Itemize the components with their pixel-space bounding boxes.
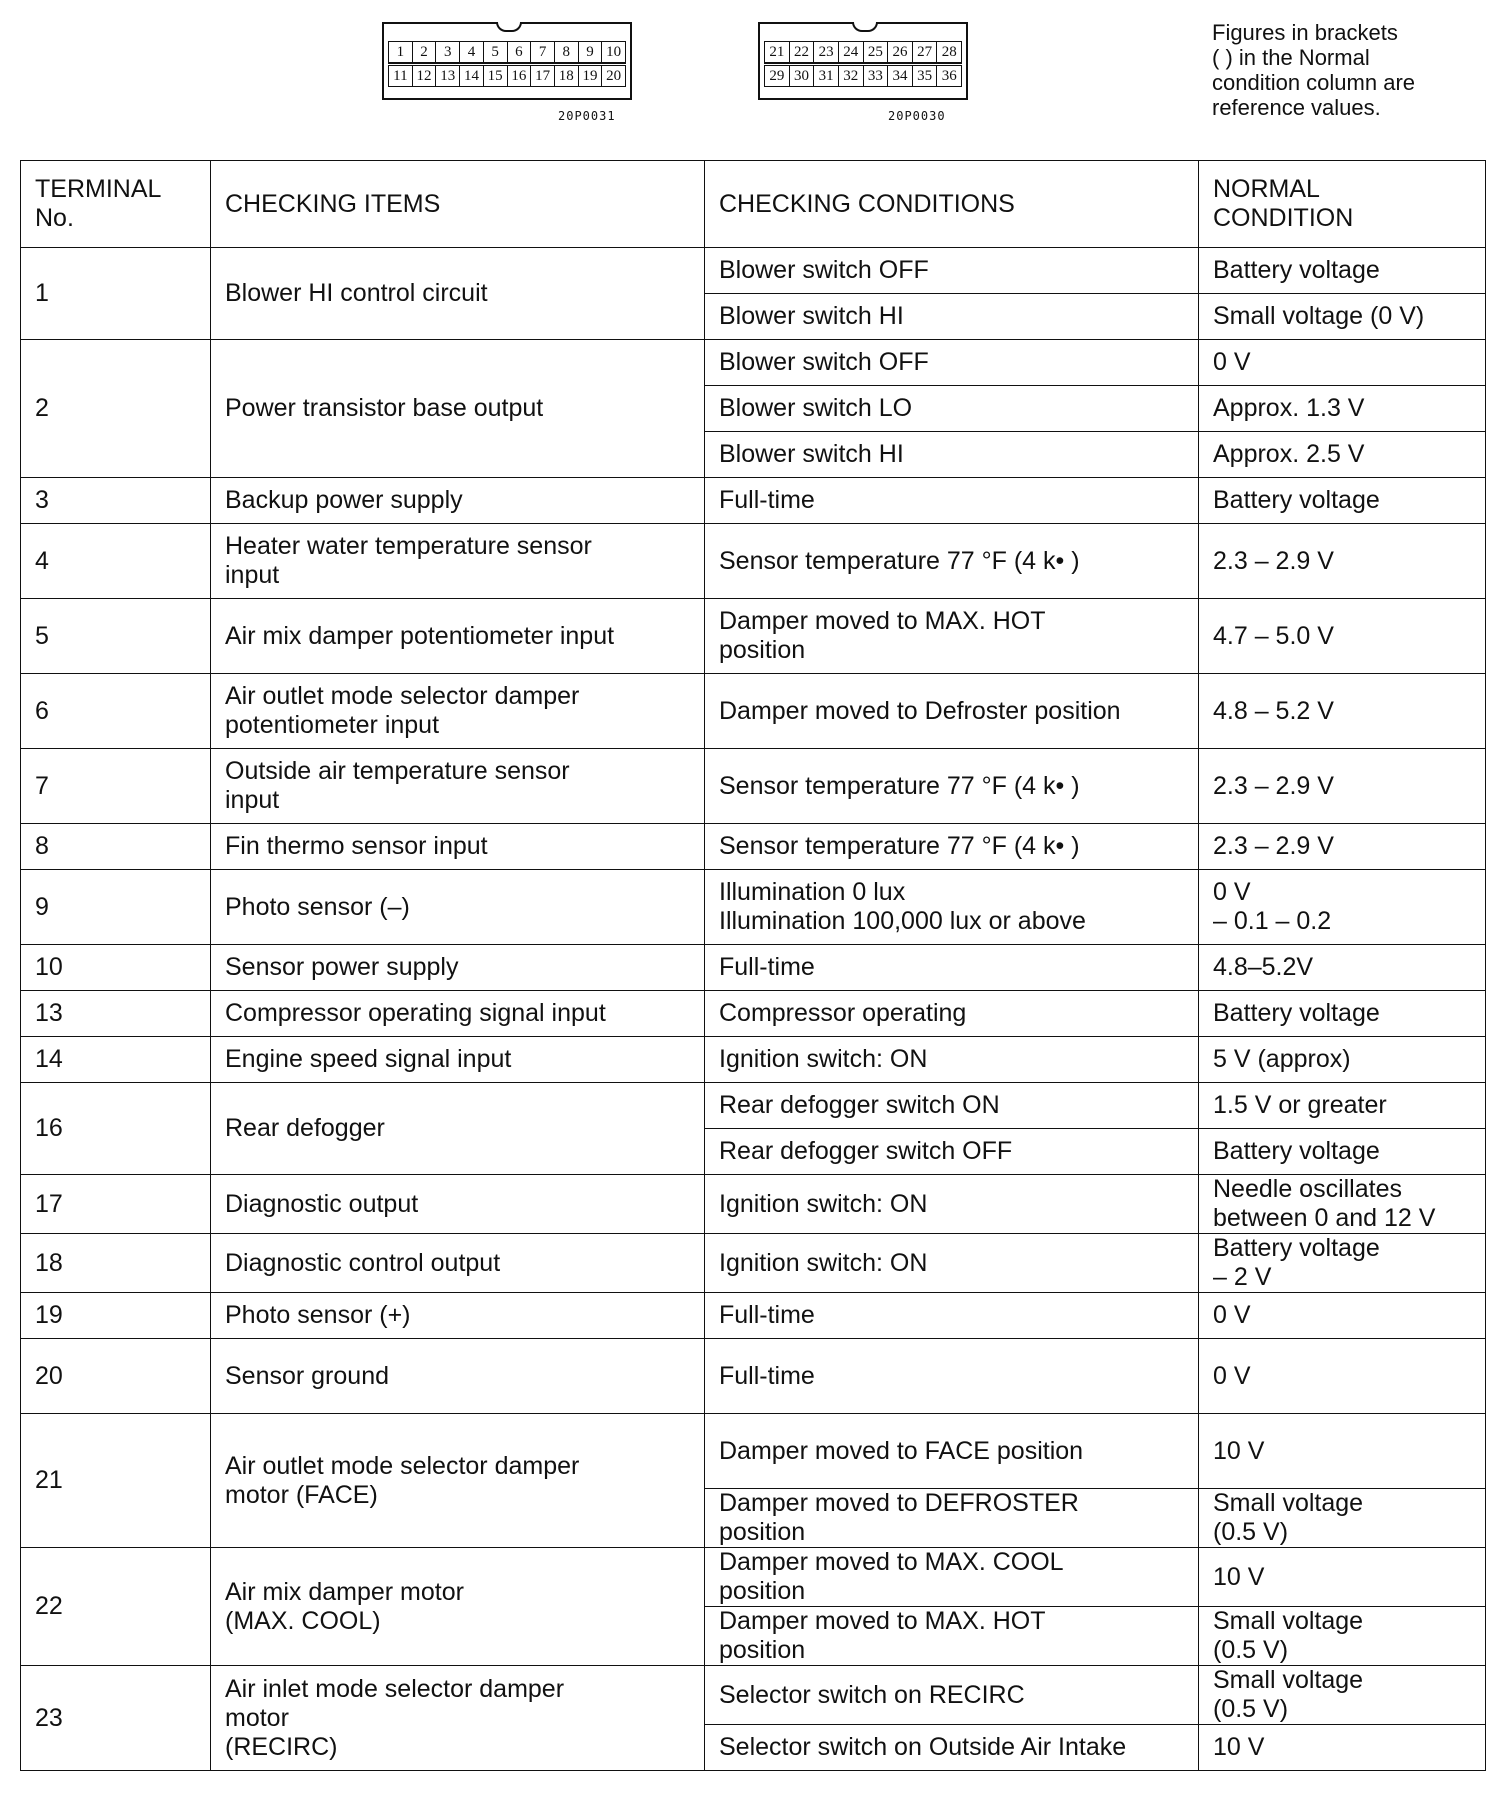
table-row — [21, 248, 1486, 294]
checking-condition-cell: Full-time — [705, 945, 1199, 991]
table-row — [21, 524, 1486, 599]
checking-condition-cell: Selector switch on RECIRC — [705, 1666, 1199, 1725]
normal-condition-cell: Small voltage (0.5 V) — [1199, 1666, 1486, 1725]
checking-item-cell: Diagnostic control output — [211, 1234, 705, 1293]
table-row — [21, 478, 1486, 524]
normal-condition-cell: 4.8–5.2V — [1199, 945, 1486, 991]
checking-condition-cell: Blower switch OFF — [705, 248, 1199, 294]
connector-latch — [852, 22, 878, 32]
connector-pin-row — [388, 41, 626, 64]
normal-condition-cell: Small voltage (0 V) — [1199, 294, 1486, 340]
terminal-check-table — [20, 160, 1486, 1771]
normal-condition-cell: Battery voltage — [1199, 478, 1486, 524]
normal-condition-cell: 1.5 V or greater — [1199, 1083, 1486, 1129]
normal-condition-cell: 2.3 – 2.9 V — [1199, 824, 1486, 870]
terminal-number-cell: 21 — [21, 1414, 211, 1548]
checking-condition-cell: Rear defogger switch OFF — [705, 1129, 1199, 1175]
normal-condition-cell: Approx. 2.5 V — [1199, 432, 1486, 478]
checking-condition-cell: Sensor temperature 77 °F (4 k• ) — [705, 749, 1199, 824]
connector-pin: 20 — [606, 68, 622, 84]
connector-pin: 5 — [484, 42, 508, 63]
terminal-number-cell: 13 — [21, 991, 211, 1037]
checking-item-cell: Engine speed signal input — [211, 1037, 705, 1083]
reference-note — [1212, 20, 1492, 120]
checking-condition-cell: Sensor temperature 77 °F (4 k• ) — [705, 824, 1199, 870]
checking-item-cell: Air outlet mode selector damper potentiometer input — [211, 674, 705, 749]
normal-condition-cell: Needle oscillates between 0 and 12 V — [1199, 1175, 1486, 1234]
normal-condition-cell: Battery voltage — [1199, 1129, 1486, 1175]
checking-condition-cell: Blower switch LO — [705, 386, 1199, 432]
checking-condition-cell: Ignition switch: ON — [705, 1037, 1199, 1083]
normal-condition-cell: 10 V — [1199, 1548, 1486, 1607]
normal-condition-cell: 10 V — [1199, 1725, 1486, 1771]
normal-condition-cell: 0 V – 0.1 – 0.2 — [1199, 870, 1486, 945]
table-row — [21, 945, 1486, 991]
table-row — [21, 1234, 1486, 1293]
normal-condition-cell: 10 V — [1199, 1414, 1486, 1489]
connector-latch — [496, 22, 522, 32]
table-row — [21, 1293, 1486, 1339]
checking-condition-cell: Damper moved to MAX. COOL position — [705, 1548, 1199, 1607]
normal-condition-cell: Small voltage (0.5 V) — [1199, 1607, 1486, 1666]
terminal-number-cell: 6 — [21, 674, 211, 749]
normal-condition-cell: 4.7 – 5.0 V — [1199, 599, 1486, 674]
connector-pin: 27 — [913, 42, 938, 63]
checking-condition-cell: Sensor temperature 77 °F (4 k• ) — [705, 524, 1199, 599]
table-row — [21, 991, 1486, 1037]
table-row — [21, 340, 1486, 386]
checking-condition-cell: Full-time — [705, 1339, 1199, 1414]
terminal-number-cell: 17 — [21, 1175, 211, 1234]
table-row — [21, 870, 1486, 945]
checking-item-cell: Power transistor base output — [211, 340, 705, 478]
connector-pin: 25 — [864, 42, 889, 63]
connector-pin-row — [764, 41, 962, 64]
connector-code: 20P0030 — [888, 109, 946, 123]
normal-condition-cell: 4.8 – 5.2 V — [1199, 674, 1486, 749]
checking-condition-cell: Damper moved to Defroster position — [705, 674, 1199, 749]
table-row — [21, 1083, 1486, 1129]
terminal-number-cell: 20 — [21, 1339, 211, 1414]
terminal-number-cell: 10 — [21, 945, 211, 991]
connector-pin: 3 — [436, 42, 460, 63]
header-checking-conditions: CHECKING CONDITIONS — [705, 161, 1199, 248]
connector-code: 20P0031 — [558, 109, 616, 123]
table-row — [21, 599, 1486, 674]
table-row — [21, 1414, 1486, 1489]
table-body — [21, 248, 1486, 1771]
connector-pin: 10 — [602, 42, 625, 63]
connector-pin: 29 — [765, 66, 790, 86]
terminal-number-cell: 3 — [21, 478, 211, 524]
normal-condition-cell: 2.3 – 2.9 V — [1199, 524, 1486, 599]
normal-condition-cell: 5 V (approx) — [1199, 1037, 1486, 1083]
terminal-number-cell: 4 — [21, 524, 211, 599]
terminal-number-cell: 9 — [21, 870, 211, 945]
checking-condition-cell: Rear defogger switch ON — [705, 1083, 1199, 1129]
normal-condition-cell: Approx. 1.3 V — [1199, 386, 1486, 432]
connector-diagram-20P0030 — [758, 22, 968, 100]
connector-pin: 14 — [460, 66, 484, 86]
connector-pin: 15 — [484, 66, 508, 86]
connector-pin: 12 — [413, 66, 437, 86]
header-checking-items: CHECKING ITEMS — [211, 161, 705, 248]
checking-item-cell: Photo sensor (–) — [211, 870, 705, 945]
terminal-number-cell: 18 — [21, 1234, 211, 1293]
connector-pin: 36 — [941, 68, 957, 84]
terminal-number-cell: 22 — [21, 1548, 211, 1666]
connector-pin: 1 — [389, 42, 413, 63]
checking-item-cell: Air inlet mode selector damper motor (RECIRC) — [211, 1666, 705, 1771]
normal-condition-cell: 2.3 – 2.9 V — [1199, 749, 1486, 824]
checking-condition-cell: Compressor operating — [705, 991, 1199, 1037]
connector-pin: 19 — [579, 66, 603, 86]
connector-pin: 21 — [765, 42, 790, 63]
header-terminal-no: TERMINAL No. — [21, 161, 211, 248]
header-normal-condition: NORMAL CONDITION — [1199, 161, 1486, 248]
connector-pin: 24 — [839, 42, 864, 63]
connector-pin: 31 — [814, 66, 839, 86]
connector-pin: 30 — [790, 66, 815, 86]
checking-item-cell: Diagnostic output — [211, 1175, 705, 1234]
connector-pin: 16 — [508, 66, 532, 86]
note-line: ( ) in the Normal — [1212, 45, 1370, 70]
table-row — [21, 1037, 1486, 1083]
connector-pin: 32 — [839, 66, 864, 86]
checking-item-cell: Compressor operating signal input — [211, 991, 705, 1037]
normal-condition-cell: Battery voltage — [1199, 991, 1486, 1037]
checking-condition-cell: Full-time — [705, 1293, 1199, 1339]
checking-condition-cell: Blower switch OFF — [705, 340, 1199, 386]
checking-item-cell: Air mix damper motor (MAX. COOL) — [211, 1548, 705, 1666]
table-row — [21, 1548, 1486, 1607]
connector-pin: 17 — [531, 66, 555, 86]
normal-condition-cell: Battery voltage – 2 V — [1199, 1234, 1486, 1293]
checking-condition-cell: Blower switch HI — [705, 294, 1199, 340]
checking-item-cell: Air outlet mode selector damper motor (FACE) — [211, 1414, 705, 1548]
terminal-number-cell: 16 — [21, 1083, 211, 1175]
table-row — [21, 1339, 1486, 1414]
table-row — [21, 824, 1486, 870]
connector-pin: 4 — [460, 42, 484, 63]
checking-condition-cell: Ignition switch: ON — [705, 1234, 1199, 1293]
connector-pin: 6 — [508, 42, 532, 63]
normal-condition-cell: 0 V — [1199, 340, 1486, 386]
table-row — [21, 1666, 1486, 1725]
note-line: condition column are — [1212, 70, 1416, 95]
connector-pin: 13 — [436, 66, 460, 86]
connector-pin: 11 — [389, 66, 413, 86]
checking-condition-cell: Ignition switch: ON — [705, 1175, 1199, 1234]
terminal-number-cell: 14 — [21, 1037, 211, 1083]
normal-condition-cell: Battery voltage — [1199, 248, 1486, 294]
checking-condition-cell: Damper moved to DEFROSTER position — [705, 1489, 1199, 1548]
connector-diagram-20P0031 — [382, 22, 632, 100]
checking-item-cell: Sensor ground — [211, 1339, 705, 1414]
terminal-number-cell: 5 — [21, 599, 211, 674]
terminal-number-cell: 1 — [21, 248, 211, 340]
table-row — [21, 1175, 1486, 1234]
connector-pin: 9 — [579, 42, 603, 63]
checking-condition-cell: Damper moved to FACE position — [705, 1414, 1199, 1489]
connector-pin-row — [764, 65, 962, 87]
terminal-number-cell: 2 — [21, 340, 211, 478]
note-line: Figures in brackets — [1212, 20, 1398, 45]
connector-pin: 2 — [413, 42, 437, 63]
terminal-number-cell: 19 — [21, 1293, 211, 1339]
checking-condition-cell: Illumination 0 lux Illumination 100,000 lux or above — [705, 870, 1199, 945]
checking-condition-cell: Blower switch HI — [705, 432, 1199, 478]
table-header-row — [21, 161, 1486, 248]
table-row — [21, 749, 1486, 824]
connector-pin: 7 — [531, 42, 555, 63]
connector-pin: 8 — [555, 42, 579, 63]
connector-pin: 23 — [814, 42, 839, 63]
connector-pin-row — [388, 65, 626, 87]
connector-pin: 18 — [555, 66, 579, 86]
terminal-number-cell: 23 — [21, 1666, 211, 1771]
connector-pin: 28 — [937, 42, 961, 63]
checking-condition-cell: Selector switch on Outside Air Intake — [705, 1725, 1199, 1771]
checking-item-cell: Outside air temperature sensor input — [211, 749, 705, 824]
connector-pin: 33 — [864, 66, 889, 86]
checking-condition-cell: Full-time — [705, 478, 1199, 524]
checking-item-cell: Blower HI control circuit — [211, 248, 705, 340]
checking-item-cell: Photo sensor (+) — [211, 1293, 705, 1339]
connector-pin: 22 — [790, 42, 815, 63]
connector-pin: 34 — [888, 66, 913, 86]
note-line: reference values. — [1212, 95, 1381, 120]
table-row — [21, 674, 1486, 749]
checking-item-cell: Fin thermo sensor input — [211, 824, 705, 870]
checking-item-cell: Sensor power supply — [211, 945, 705, 991]
terminal-number-cell: 8 — [21, 824, 211, 870]
checking-item-cell: Backup power supply — [211, 478, 705, 524]
normal-condition-cell: 0 V — [1199, 1339, 1486, 1414]
checking-item-cell: Heater water temperature sensor input — [211, 524, 705, 599]
checking-condition-cell: Damper moved to MAX. HOT position — [705, 599, 1199, 674]
connector-pin: 35 — [913, 66, 938, 86]
checking-condition-cell: Damper moved to MAX. HOT position — [705, 1607, 1199, 1666]
checking-item-cell: Air mix damper potentiometer input — [211, 599, 705, 674]
connector-pin: 26 — [888, 42, 913, 63]
normal-condition-cell: 0 V — [1199, 1293, 1486, 1339]
terminal-number-cell: 7 — [21, 749, 211, 824]
checking-item-cell: Rear defogger — [211, 1083, 705, 1175]
normal-condition-cell: Small voltage (0.5 V) — [1199, 1489, 1486, 1548]
